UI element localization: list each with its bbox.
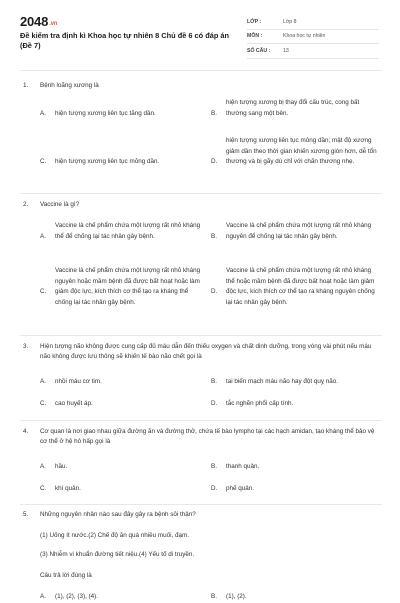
meta-row-subject bbox=[247, 30, 379, 45]
option-text: phế quản. bbox=[226, 485, 255, 492]
divider bbox=[20, 420, 382, 421]
meta-value: 13 bbox=[283, 47, 289, 54]
meta-row-count bbox=[247, 44, 379, 59]
question-number: 2. bbox=[23, 201, 29, 208]
meta-key: MÔN : bbox=[247, 33, 263, 40]
option-letter: D. bbox=[211, 485, 218, 492]
logo-text: 2048 bbox=[20, 14, 49, 29]
option-letter: D. bbox=[211, 288, 218, 295]
page-title: Đề kiểm tra định kì Khoa học tự nhiên 8 Chủ đề 6 có đáp án (Đề 7) bbox=[20, 31, 230, 50]
question-text: Cơ quan là nơi giao nhau giữa đường ăn và đường thở, chứa tế bào lympho tại các hạch amidan, tạo kháng thể bảo vệ cơ thể ở hệ hô hấp gọi là bbox=[40, 428, 375, 446]
option-letter: B. bbox=[211, 463, 217, 470]
divider bbox=[20, 335, 382, 336]
meta-key: LỚP : bbox=[247, 18, 262, 25]
option-letter: A. bbox=[40, 110, 46, 117]
divider bbox=[20, 504, 382, 505]
option-text: thanh quản. bbox=[226, 463, 260, 470]
option-text: hầu. bbox=[55, 463, 68, 470]
divider bbox=[20, 193, 382, 194]
option-text: Vaccine là chế phẩm chứa một lượng rất nhỏ kháng thể để chống lại tác nhân gây bệnh. bbox=[55, 222, 201, 240]
question-number: 5. bbox=[23, 511, 29, 518]
option-letter: D. bbox=[211, 158, 218, 165]
option-letter: A. bbox=[40, 593, 46, 600]
option-text: cao huyết áp. bbox=[55, 400, 93, 407]
option-letter: B. bbox=[211, 233, 217, 240]
question-text: Bệnh loãng xương là bbox=[40, 82, 99, 89]
meta-value: Lớp 8 bbox=[283, 18, 297, 25]
option-letter: B. bbox=[211, 593, 217, 600]
option-text: hiện tượng xương liên tục mỏng dần; mật độ xương giảm dần theo thời gian khiến xương giòn hơn, dễ tổn thương và bị gãy dù chỉ với chấn thương nhẹ. bbox=[226, 137, 377, 166]
option-letter: D. bbox=[211, 400, 218, 407]
option-text: (1), (2), (3), (4). bbox=[55, 593, 99, 600]
option-text: Vaccine là chế phẩm chứa một lượng rất nhỏ kháng nguyên để chống lại tác nhân gây bệnh. bbox=[226, 222, 372, 240]
option-text: Vaccine là chế phẩm chứa một lượng rất nhỏ kháng thể hoặc mầm bệnh đã được bất hoạt hoặc làm giảm độc lực, kích thích cơ thể tạo ra kháng nguyên chống lại tác nhân gây bệnh. bbox=[226, 267, 375, 306]
question-text: Những nguyên nhân nào sau đây gây ra bệnh sỏi thận? bbox=[40, 511, 196, 518]
option-text: tai biến mạch máu não hay đột quỵ não. bbox=[226, 378, 339, 385]
option-text: khí quản. bbox=[55, 485, 81, 492]
question-number: 4. bbox=[23, 428, 29, 435]
option-text: hiện tượng xương liên tục tăng dần. bbox=[55, 110, 156, 117]
option-text: hiện tượng xương bị thay đổi cấu trúc, cong bất thường sang một bên. bbox=[226, 99, 360, 117]
option-letter: B. bbox=[211, 378, 217, 385]
statement-line: (3) Nhiễm vi khuẩn đường tiết niệu.(4) Yếu tố di truyền. bbox=[40, 551, 195, 558]
divider bbox=[20, 70, 382, 71]
option-letter: B. bbox=[211, 110, 217, 117]
option-letter: C. bbox=[40, 158, 47, 165]
answer-prompt: Câu trả lời đúng là bbox=[40, 572, 92, 579]
option-text: Vaccine là chế phẩm chứa một lượng rất nhỏ kháng nguyên hoặc mầm bệnh đã được bất hoạt hoặc làm giảm độc lực, kích thích cơ thể tạo ra kháng thể chống lại tác nhân gây bệnh. bbox=[55, 267, 201, 306]
option-text: hiện tượng xương liên tục mỏng dần. bbox=[55, 158, 160, 165]
question-number: 1. bbox=[23, 82, 29, 89]
option-text: nhồi máu cơ tim. bbox=[55, 378, 102, 385]
meta-key: SỐ CÂU : bbox=[247, 47, 271, 54]
question-text: Vaccine là gì? bbox=[40, 201, 80, 208]
meta-value: Khoa học tự nhiên bbox=[283, 33, 326, 40]
option-text: tắc nghẽn phổi cấp tính. bbox=[226, 400, 294, 407]
meta-row-class bbox=[247, 15, 379, 30]
option-letter: A. bbox=[40, 378, 46, 385]
option-text: (1), (2). bbox=[226, 593, 247, 600]
statement-line: (1) Uống ít nước.(2) Chế độ ăn quá nhiều muối, đạm. bbox=[40, 532, 190, 539]
exam-meta bbox=[247, 15, 379, 59]
question-text: Hiện tượng não không được cung cấp đủ máu dẫn đến thiếu oxygen và chất dinh dưỡng, trong vòng vài phút nếu máu não không được lưu thông sẽ khiến tế bào não chết gọi là bbox=[40, 343, 372, 361]
logo-tld: .vn bbox=[49, 21, 58, 27]
option-letter: A. bbox=[40, 233, 46, 240]
page-header bbox=[0, 0, 400, 60]
question-number: 3. bbox=[23, 343, 29, 350]
option-letter: C. bbox=[40, 288, 47, 295]
site-logo[interactable] bbox=[20, 14, 57, 29]
option-letter: C. bbox=[40, 485, 47, 492]
option-letter: C. bbox=[40, 400, 47, 407]
option-letter: A. bbox=[40, 463, 46, 470]
